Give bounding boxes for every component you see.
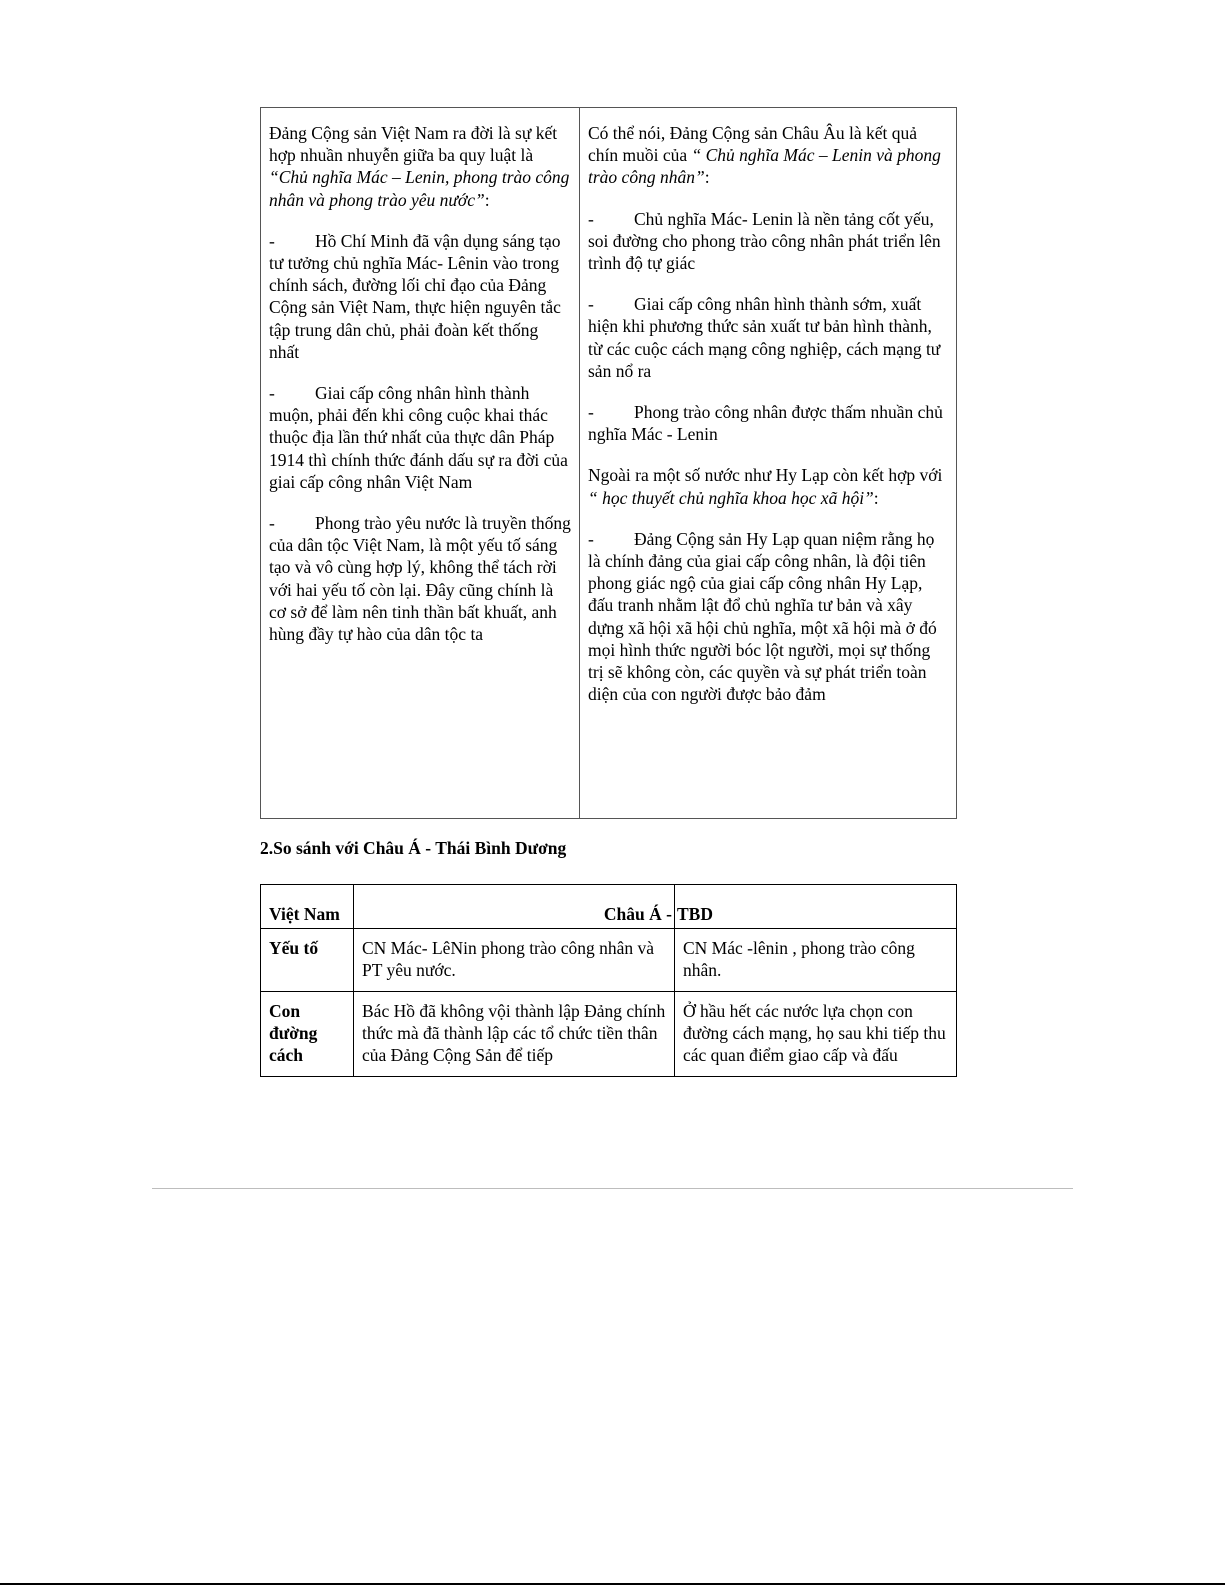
row-label: Con đường cách bbox=[261, 992, 354, 1077]
section-heading: 2.So sánh với Châu Á - Thái Bình Dương bbox=[260, 838, 567, 858]
greece-intro: Ngoài ra một số nước như Hy Lạp còn kết hợp với “ học thuyết chủ nghĩa khoa học xã hội”: bbox=[588, 465, 943, 508]
table-header-row bbox=[261, 885, 957, 929]
vietnam-item-1: - Hồ Chí Minh đã vận dụng sáng tạo tư tưởng chủ nghĩa Mác- Lênin vào trong chính sách, đường lối chỉ đạo của Đảng Cộng sản Việt Nam, thực hiện nguyên tắc tập trung dân chủ, phải đoàn kết thống nhất bbox=[269, 230, 561, 362]
page-divider bbox=[152, 1188, 1073, 1189]
header-asia-a: Châu Á - bbox=[354, 885, 675, 929]
vietnam-item-2: - Giai cấp công nhân hình thành muộn, phải đến khi công cuộc khai thác thuộc địa lần thứ nhất của thực dân Pháp 1914 thì chính thức đánh dấu sự ra đời của giai cấp công nhân Việt Nam bbox=[269, 383, 568, 492]
header-vietnam: Việt Nam bbox=[261, 885, 354, 929]
europe-column bbox=[580, 108, 957, 819]
comparison-table-asia bbox=[260, 884, 957, 1077]
header-asia-b: TBD bbox=[675, 885, 957, 929]
row-vietnam-cell: CN Mác- LêNin phong trào công nhân và PT yêu nước. bbox=[354, 929, 675, 992]
greece-item-1: - Đảng Cộng sản Hy Lạp quan niệm rằng họ là chính đảng của giai cấp công nhân, là đội tiên phong giác ngộ của giai cấp công nhân Hy Lạp, đấu tranh nhằm lật đổ chủ nghĩa tư bản và xây dựng xã hội xã hội chủ nghĩa, một xã hội mà ở đó mọi hình thức người bóc lột người, mọi sự thống trị sẽ không còn, các quyền và sự phát triển toàn diện của con người được bảo đảm bbox=[588, 528, 937, 705]
europe-item-1: - Chủ nghĩa Mác- Lenin là nền tảng cốt yếu, soi đường cho phong trào công nhân phát triển lên trình độ tự giác bbox=[588, 208, 941, 274]
table-row bbox=[261, 992, 957, 1077]
vietnam-column bbox=[261, 108, 580, 819]
row-vietnam-cell: Bác Hồ đã không vội thành lập Đảng chính thức mà đã thành lập các tổ chức tiền thân của Đảng Cộng Sản để tiếp bbox=[354, 992, 675, 1077]
row-asia-cell: Ở hầu hết các nước lựa chọn con đường cách mạng, họ sau khi tiếp thu các quan điểm giao cấp và đấu bbox=[675, 992, 957, 1077]
europe-item-3: - Phong trào công nhân được thấm nhuần chủ nghĩa Mác - Lenin bbox=[588, 402, 943, 445]
comparison-table-europe bbox=[260, 107, 957, 819]
row-asia-cell: CN Mác -lênin , phong trào công nhân. bbox=[675, 929, 957, 992]
table-row bbox=[261, 929, 957, 992]
europe-intro: Có thể nói, Đảng Cộng sản Châu Âu là kết quả chín muồi của “ Chủ nghĩa Mác – Lenin và phong trào công nhân”: bbox=[588, 123, 941, 188]
row-label: Yếu tố bbox=[261, 929, 354, 992]
vietnam-intro: Đảng Cộng sản Việt Nam ra đời là sự kết hợp nhuần nhuyễn giữa ba quy luật là “Chủ nghĩa Mác – Lenin, phong trào công nhân và phong trào yêu nước”: bbox=[269, 123, 570, 210]
europe-item-2: - Giai cấp công nhân hình thành sớm, xuất hiện khi phương thức sản xuất tư bản hình thành, từ các cuộc cách mạng công nghiệp, cách mạng tư sản nổ ra bbox=[588, 294, 941, 381]
vietnam-item-3: - Phong trào yêu nước là truyền thống của dân tộc Việt Nam, là một yếu tố sáng tạo và vô cùng hợp lý, không thể tách rời với hai yếu tố còn lại. Đây cũng chính là cơ sở để làm nên tinh thần bất khuất, anh hùng đầy tự hào của dân tộc ta bbox=[269, 513, 571, 645]
